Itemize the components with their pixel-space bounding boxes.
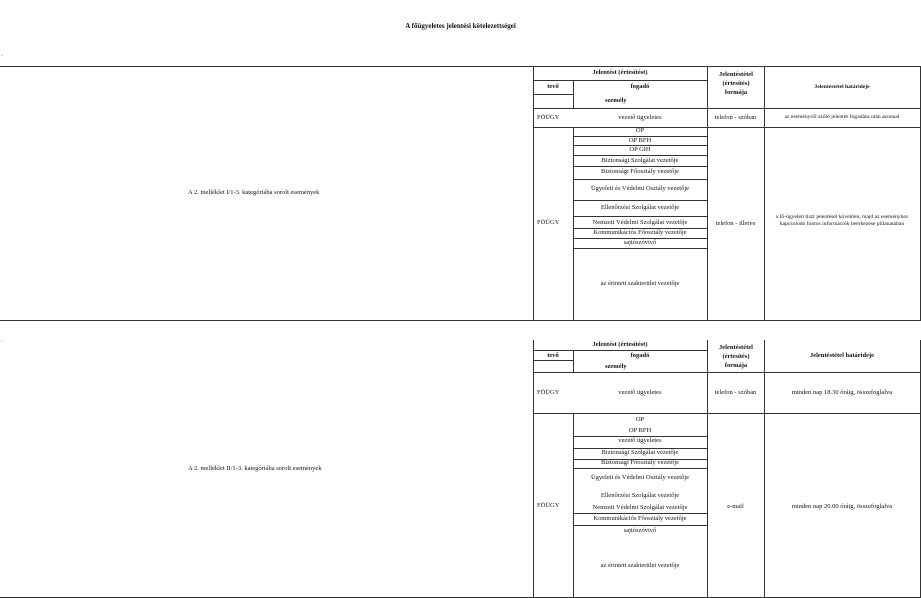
recipient: sajtószóvivő <box>623 527 657 534</box>
row1-tevo: FÖÜGY <box>537 114 560 121</box>
row2-tevo: FÖÜGY <box>537 502 560 509</box>
header-szemely: személy <box>605 363 627 370</box>
recipient: Kommunikációs Főosztály vezetője <box>593 515 687 522</box>
row1-fogado: vezető ügyeletes <box>618 114 662 121</box>
recipient: OP GIH <box>629 146 651 153</box>
recipient: Kommunikációs Főosztály vezetője <box>593 229 687 236</box>
row1-hatarido: minden nap 18.30 óráig, összefoglalva <box>791 389 893 396</box>
document-title: A főügyeletes jelentési kötelezettségei <box>405 22 516 30</box>
row2-forma: e-mail <box>727 503 744 510</box>
recipient: OP <box>635 416 645 423</box>
margin-mark: . <box>1 50 3 58</box>
row2-forma: telefon - illetve <box>715 220 756 227</box>
recipient: OP BFH <box>628 137 652 144</box>
row2-hatarido: a fő-ügyeleti tiszt jelentését követően, majd az eseményhez kapcsolódó fontos információk beérkezése pillanatában <box>775 214 909 227</box>
row2-tevo: FÖÜGY <box>537 219 560 226</box>
header-group: Jelentést (értesítést) <box>592 341 648 348</box>
row1-tevo: FÖÜGY <box>537 389 560 396</box>
recipient: Ügyeleti és Védelmi Osztály vezetője <box>590 185 690 192</box>
header-hatarido: Jelentéstétel határideje <box>814 84 870 90</box>
recipient: Biztonsági Főosztály vezetője <box>601 459 679 466</box>
header-szemely: személy <box>605 97 627 104</box>
recipient: Ellenőrzési Szolgálat vezetője <box>600 492 680 499</box>
header-forma: Jelentéstétel (értesítés) formája <box>719 71 753 96</box>
header-fogado: fogadó <box>630 83 650 90</box>
header-fogado: fogadó <box>630 352 650 359</box>
recipient: Ellenőrzési Szolgálat vezetője <box>600 204 680 211</box>
recipient: Nemzeti Védelmi Szolgálat vezetője <box>592 219 688 226</box>
row1-forma: telefon - szóban <box>714 389 757 396</box>
recipient: OP <box>635 127 645 134</box>
margin-mark: . <box>1 335 3 343</box>
row1-forma: telefon - szóban <box>714 114 757 121</box>
recipient: Nemzeti Védelmi Szolgálat vezetője <box>592 504 688 511</box>
recipient: az érintett szakterület vezetője <box>600 562 680 569</box>
header-forma: Jelentéstétel (értesítés) formája <box>719 344 753 369</box>
category-label: A 2. melléklet II/1-3. kategóriába sorolt események <box>188 465 322 472</box>
recipient: Ügyeleti és Védelmi Osztály vezetője <box>590 474 690 481</box>
header-group: Jelentést (értesítést) <box>592 69 648 76</box>
recipient: Biztonsági Szolgálat vezetője <box>601 449 679 456</box>
recipient: sajtószóvivő <box>623 239 657 246</box>
category-label: A 2. melléklet I/1-3. kategóriába sorolt események <box>188 189 320 196</box>
row1-hatarido: az eseményről szóló jelentés fogadása után azonnal <box>784 114 900 120</box>
header-tevo: tevő <box>547 83 559 90</box>
recipient: Biztonsági Főosztály vezetője <box>601 168 679 175</box>
recipient: Biztonsági Szolgálat vezetője <box>601 157 679 164</box>
header-hatarido: Jelentéstétel határideje <box>809 352 875 359</box>
recipient: OP BFH <box>628 427 652 434</box>
recipient: vezető ügyeletes <box>618 437 662 444</box>
header-tevo: tevő <box>547 352 559 359</box>
row1-fogado: vezető ügyeletes <box>618 389 662 396</box>
recipient: az érintett szakterület vezetője <box>600 280 680 287</box>
row2-hatarido: minden nap 20.00 óráig, összefoglalva <box>791 503 893 510</box>
